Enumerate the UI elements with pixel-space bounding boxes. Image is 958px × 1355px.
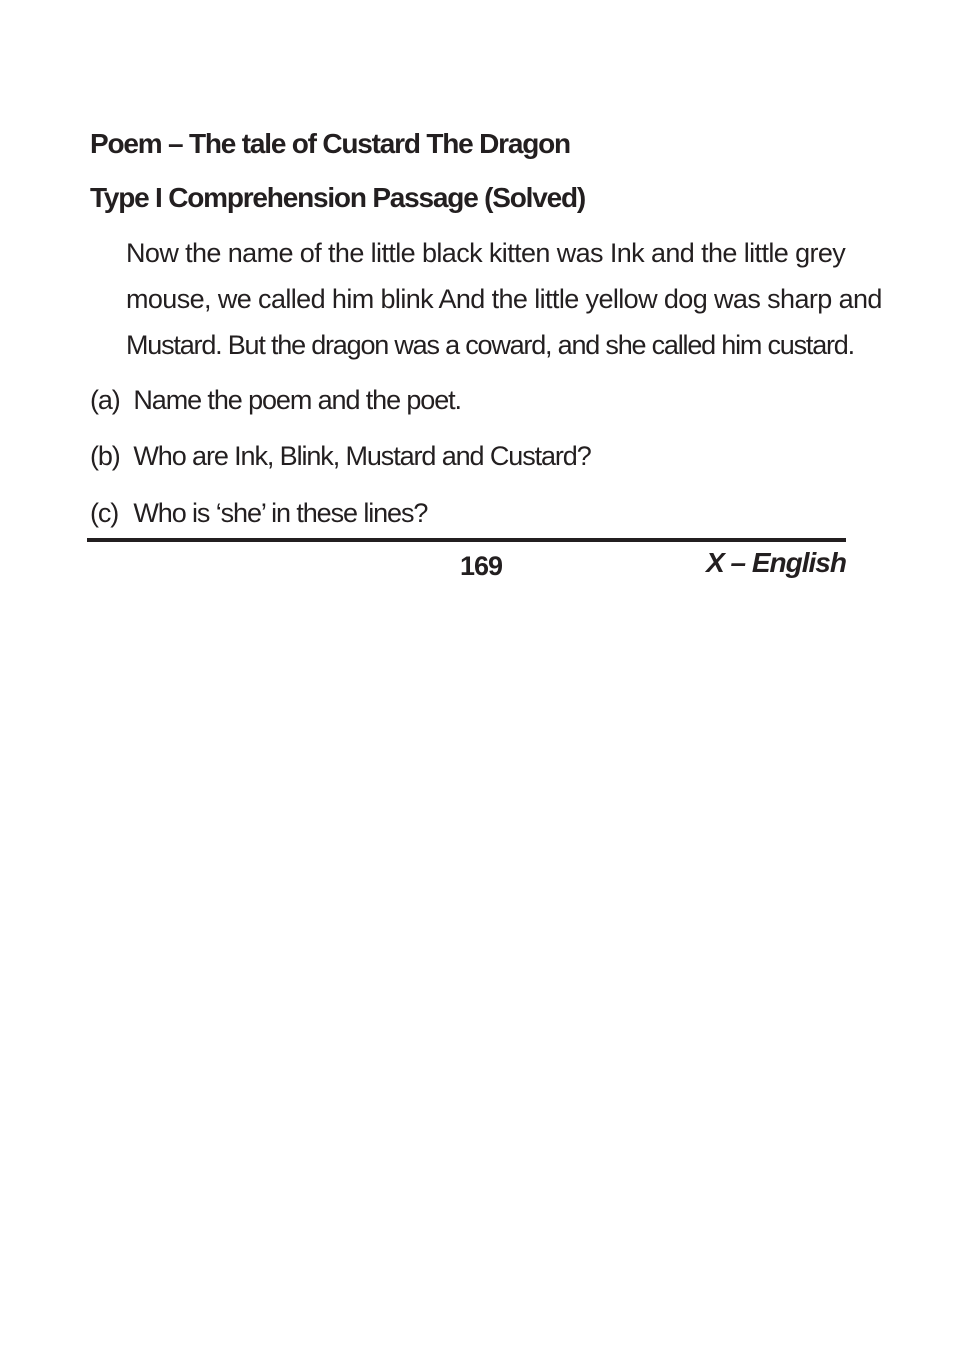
poem-title: Poem – The tale of Custard The Dragon bbox=[90, 128, 570, 159]
section-subtitle: Type I Comprehension Passage (Solved) bbox=[90, 182, 585, 213]
question-c bbox=[90, 495, 427, 531]
question-text: Who are Ink, Blink, Mustard and Custard? bbox=[133, 441, 591, 471]
question-text: Who is ‘she’ in these lines? bbox=[133, 498, 428, 528]
question-label: (c) bbox=[90, 498, 119, 528]
question-label: (b) bbox=[90, 441, 120, 471]
question-text: Name the poem and the poet. bbox=[133, 385, 461, 415]
question-a bbox=[90, 382, 461, 418]
question-label: (a) bbox=[90, 385, 120, 415]
passage-line: Now the name of the little black kitten was Ink and the little grey bbox=[126, 238, 846, 268]
passage-line: mouse, we called him blink And the little yellow dog was sharp and bbox=[126, 284, 882, 314]
question-b bbox=[90, 438, 591, 474]
footer-divider bbox=[87, 538, 846, 542]
comprehension-passage bbox=[126, 230, 882, 368]
passage-line: Mustard. But the dragon was a coward, and she called him custard. bbox=[126, 330, 854, 360]
page-number: 169 bbox=[460, 551, 503, 581]
footer-subject: X – English bbox=[706, 547, 846, 578]
